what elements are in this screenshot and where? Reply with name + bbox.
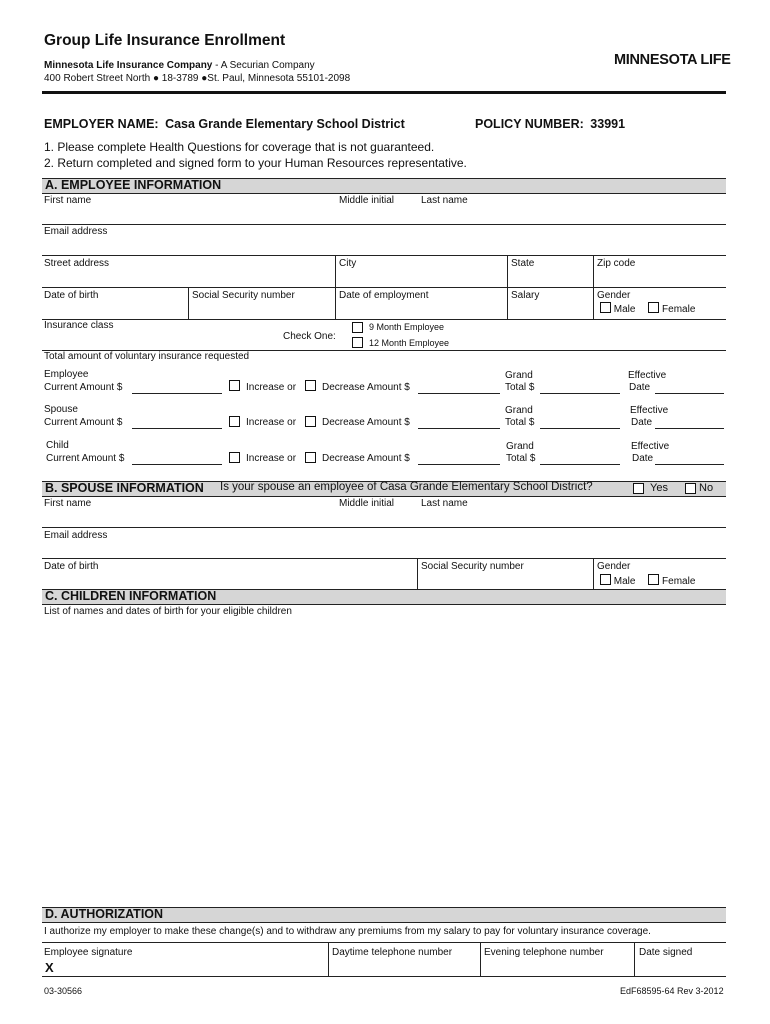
employee-decrease-field[interactable] <box>418 393 500 394</box>
employee-increase-checkbox[interactable] <box>229 380 240 391</box>
dob-label: Date of birth <box>44 290 99 301</box>
spouse-grand-label: Grand <box>505 405 533 416</box>
signature-rule <box>42 976 726 977</box>
nine-month-label: 9 Month Employee <box>369 322 445 332</box>
children-list-label: List of names and dates of birth for your eligible children <box>44 606 292 617</box>
spouse-email-label: Email address <box>44 530 108 541</box>
spouse-female-checkbox[interactable] <box>648 574 659 585</box>
employee-current-field[interactable] <box>132 393 222 394</box>
divider <box>507 255 508 287</box>
authorization-text: I authorize my employer to make these change(s) and to withdraw any premiums from my salary to pay for voluntary insurance coverage. <box>44 926 651 937</box>
section-a-title: A. EMPLOYEE INFORMATION <box>45 178 222 192</box>
divider <box>335 287 336 319</box>
ssn-label: Social Security number <box>192 290 295 301</box>
signature-label: Employee signature <box>44 947 133 958</box>
spouse-date-field[interactable] <box>655 428 724 429</box>
gender-label: Gender <box>597 290 631 301</box>
eve-phone-label: Evening telephone number <box>484 947 604 958</box>
check-one-label: Check One: <box>283 331 336 342</box>
employee-effective-label: Effective <box>628 370 667 381</box>
child-decrease-field[interactable] <box>418 464 500 465</box>
female-label: Female <box>662 304 696 315</box>
spouse-female-label: Female <box>662 576 696 587</box>
spouse-male-checkbox[interactable] <box>600 574 611 585</box>
male-checkbox[interactable] <box>600 302 611 313</box>
section-c-header <box>42 589 726 605</box>
child-grand-label: Grand <box>506 441 534 452</box>
last-name-label: Last name <box>421 195 468 206</box>
divider <box>634 942 635 976</box>
female-checkbox[interactable] <box>648 302 659 313</box>
name-row-rule <box>42 224 726 225</box>
section-c-title: C. CHILDREN INFORMATION <box>45 589 217 603</box>
child-total-label: Total $ <box>506 453 536 464</box>
employee-date-label: Date <box>629 382 651 393</box>
spouse-no-label: No <box>699 482 714 494</box>
employee-current-label: Current Amount $ <box>44 382 123 393</box>
employer-value: Casa Grande Elementary School District <box>165 117 405 131</box>
zip-label: Zip code <box>597 258 636 269</box>
spouse-question: Is your spouse an employee of Casa Grande Elementary School District? <box>220 481 593 493</box>
spouse-effective-label: Effective <box>630 405 669 416</box>
child-decrease-label: Decrease Amount $ <box>322 453 410 464</box>
form-title: Group Life Insurance Enrollment <box>44 32 286 49</box>
state-label: State <box>511 258 535 269</box>
spouse-gender-options <box>600 574 695 587</box>
date-signed-label: Date signed <box>639 947 693 958</box>
spouse-date-label: Date <box>631 417 653 428</box>
spouse-current-label: Current Amount $ <box>44 417 123 428</box>
spouse-decrease-checkbox[interactable] <box>305 416 316 427</box>
policy-value: 33991 <box>590 117 626 131</box>
spouse-middle-initial-label: Middle initial <box>339 498 395 509</box>
male-label: Male <box>613 304 636 315</box>
spouse-male-label: Male <box>613 576 636 587</box>
employee-date-field[interactable] <box>655 393 724 394</box>
spouse-ssn-label: Social Security number <box>421 561 524 572</box>
spouse-decrease-label: Decrease Amount $ <box>322 417 410 428</box>
street-label: Street address <box>44 258 110 269</box>
nine-month-checkbox[interactable] <box>352 322 363 333</box>
spouse-name-rule <box>42 527 726 528</box>
insurance-class-label: Insurance class <box>44 320 114 331</box>
section-d-title: D. AUTHORIZATION <box>45 907 164 921</box>
company-address: 400 Robert Street North ● 18-3789 ●St. Paul, Minnesota 55101-2098 <box>44 73 351 84</box>
child-increase-label: Increase or <box>246 453 297 464</box>
divider <box>507 287 508 319</box>
email-label: Email address <box>44 226 108 237</box>
twelve-month-checkbox[interactable] <box>352 337 363 348</box>
spouse-yes-checkbox[interactable] <box>633 483 644 494</box>
spouse-first-name-label: First name <box>44 498 92 509</box>
employee-total-field[interactable] <box>540 393 620 394</box>
email-row-rule <box>42 255 726 256</box>
employer-label: EMPLOYER NAME: <box>44 117 159 131</box>
dob-row-rule <box>42 319 726 320</box>
child-date-field[interactable] <box>655 464 724 465</box>
spouse-last-name-label: Last name <box>421 498 468 509</box>
company-line <box>44 60 315 71</box>
address-row-rule <box>42 287 726 288</box>
spouse-total-field[interactable] <box>540 428 620 429</box>
doe-label: Date of employment <box>339 290 429 301</box>
child-decrease-checkbox[interactable] <box>305 452 316 463</box>
employee-row-who: Employee <box>44 369 89 380</box>
spouse-increase-label: Increase or <box>246 417 297 428</box>
divider <box>593 255 594 287</box>
section-a-header <box>42 178 726 194</box>
spouse-dob-label: Date of birth <box>44 561 99 572</box>
child-current-label: Current Amount $ <box>46 453 125 464</box>
minnesota-life-logo: MINNESOTA LIFE <box>614 52 731 68</box>
divider <box>480 942 481 976</box>
signature-x: X <box>45 960 54 975</box>
spouse-increase-checkbox[interactable] <box>229 416 240 427</box>
header-rule <box>42 91 726 94</box>
footer-left-code: 03-30566 <box>44 986 83 996</box>
company-tagline: - A Securian Company <box>212 60 315 71</box>
spouse-gender-label: Gender <box>597 561 631 572</box>
city-label: City <box>339 258 357 269</box>
twelve-month-label: 12 Month Employee <box>369 338 450 348</box>
gender-options <box>600 302 695 315</box>
child-total-field[interactable] <box>540 464 620 465</box>
instruction-1: 1. Please complete Health Questions for coverage that is not guaranteed. <box>44 140 435 154</box>
divider <box>593 558 594 589</box>
total-requested-label: Total amount of voluntary insurance requested <box>44 351 250 362</box>
spouse-decrease-field[interactable] <box>418 428 500 429</box>
day-phone-label: Daytime telephone number <box>332 947 453 958</box>
child-date-label: Date <box>632 453 654 464</box>
divider <box>593 287 594 319</box>
spouse-row-who: Spouse <box>44 404 78 415</box>
employee-increase-label: Increase or <box>246 382 297 393</box>
policy-label: POLICY NUMBER: <box>475 117 584 131</box>
divider <box>335 255 336 287</box>
child-effective-label: Effective <box>631 441 670 452</box>
auth-rule <box>42 942 726 943</box>
middle-initial-label: Middle initial <box>339 195 395 206</box>
spouse-email-rule <box>42 558 726 559</box>
spouse-total-label: Total $ <box>505 417 535 428</box>
section-d-header <box>42 907 726 923</box>
salary-label: Salary <box>511 290 540 301</box>
first-name-label: First name <box>44 195 92 206</box>
divider <box>328 942 329 976</box>
child-increase-checkbox[interactable] <box>229 452 240 463</box>
child-row-who: Child <box>46 440 69 451</box>
section-b-title: B. SPOUSE INFORMATION <box>45 481 204 495</box>
employee-decrease-label: Decrease Amount $ <box>322 382 410 393</box>
spouse-yes-label: Yes <box>650 482 668 494</box>
divider <box>417 558 418 589</box>
instruction-2: 2. Return completed and signed form to your Human Resources representative. <box>44 156 467 170</box>
spouse-no-checkbox[interactable] <box>685 483 696 494</box>
spouse-current-field[interactable] <box>132 428 222 429</box>
company-name: Minnesota Life Insurance Company <box>44 60 213 71</box>
employee-grand-label: Grand <box>505 370 533 381</box>
policy-line <box>475 117 625 131</box>
employee-total-label: Total $ <box>505 382 535 393</box>
divider <box>188 287 189 319</box>
footer-right-code: EdF68595-64 Rev 3-2012 <box>620 986 724 996</box>
employer-line <box>44 117 405 131</box>
employee-decrease-checkbox[interactable] <box>305 380 316 391</box>
child-current-field[interactable] <box>132 464 222 465</box>
